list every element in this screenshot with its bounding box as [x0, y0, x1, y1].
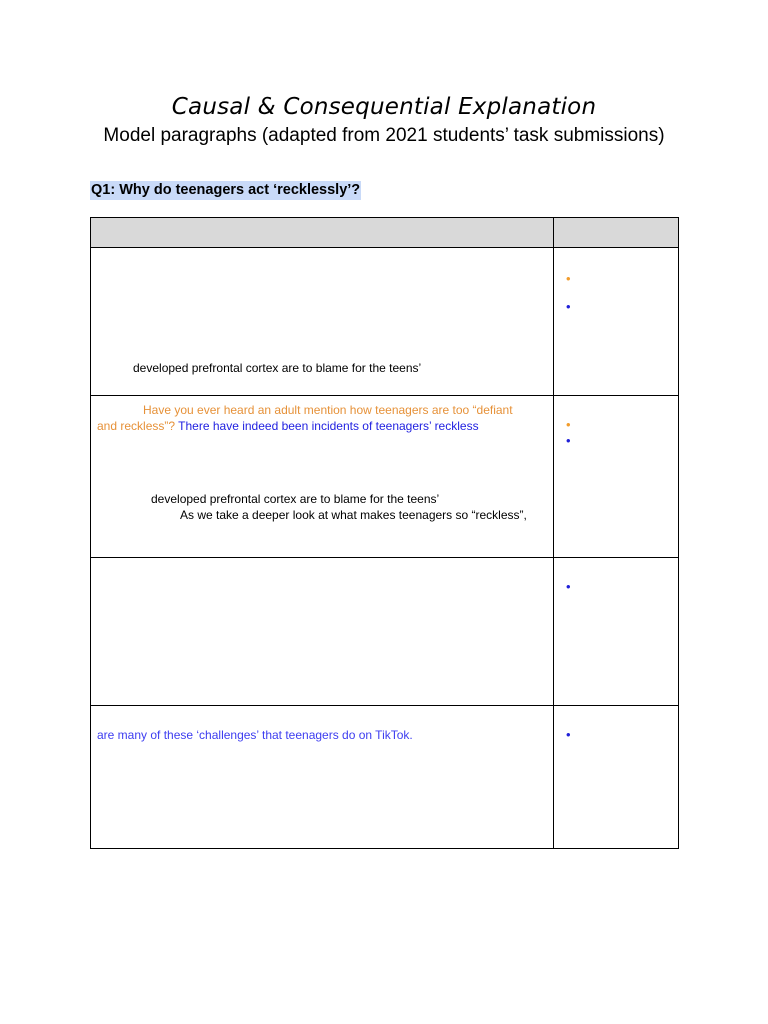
- paragraph-line: developed prefrontal cortex are to blame for the teens’: [151, 492, 440, 506]
- paragraph-line: are many of these ‘challenges’ that teenagers do on TikTok.: [97, 728, 413, 742]
- bullet-icon: •: [566, 299, 571, 314]
- notes-cell: [554, 248, 678, 395]
- table-header-row: [91, 218, 679, 248]
- document-title: Causal & Consequential Explanation: [171, 94, 597, 120]
- table-row: [91, 558, 679, 706]
- notes-cell: [554, 558, 678, 705]
- bullet-icon: •: [566, 271, 571, 286]
- paragraph-cell: [91, 706, 553, 848]
- bullet-icon: •: [566, 417, 571, 432]
- paragraph-cell: [91, 558, 553, 705]
- paragraph-fragment: and reckless”?: [97, 419, 176, 433]
- model-paragraph-table: [90, 217, 679, 849]
- notes-cell: [554, 706, 678, 848]
- paragraph-line: Have you ever heard an adult mention how teenagers are too “defiant: [143, 403, 513, 417]
- bullet-icon: •: [566, 433, 571, 448]
- paragraph-line: developed prefrontal cortex are to blame for the teens’: [133, 361, 422, 375]
- notes-cell: [554, 396, 678, 557]
- question-heading: Q1: Why do teenagers act ‘recklessly’?: [91, 182, 361, 198]
- bullet-icon: •: [566, 727, 571, 742]
- document-subtitle: Model paragraphs (adapted from 2021 students’ task submissions): [103, 125, 665, 146]
- paragraph-line: [97, 418, 479, 434]
- paragraph-line: As we take a deeper look at what makes teenagers so “reckless”,: [180, 508, 527, 522]
- table-row: [91, 706, 679, 849]
- table-row: [91, 396, 679, 558]
- table-row: [91, 248, 679, 396]
- header-cell-paragraph: [91, 218, 554, 248]
- paragraph-fragment: There have indeed been incidents of teenagers’ reckless: [175, 419, 479, 433]
- header-cell-notes: [554, 218, 679, 248]
- paragraph-cell: [91, 396, 553, 557]
- paragraph-cell: [91, 248, 553, 395]
- bullet-icon: •: [566, 579, 571, 594]
